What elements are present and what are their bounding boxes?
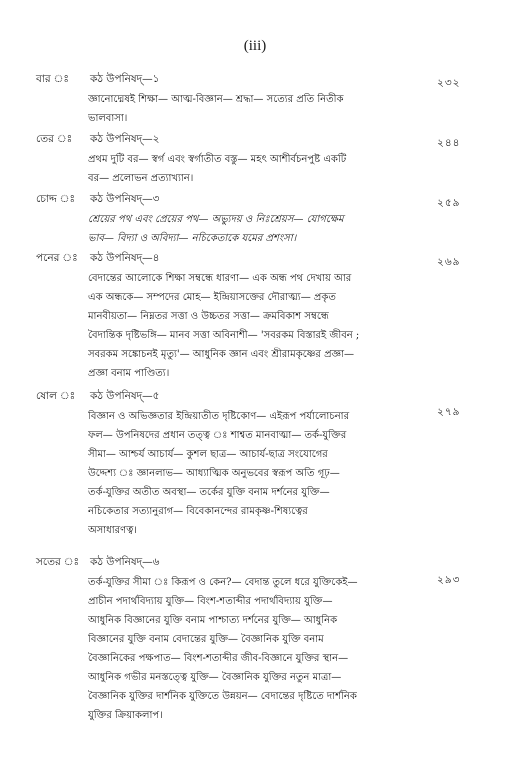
summary-line: জ্ঞানোদ্মেষই শিক্ষা— আত্ম-বিজ্ঞান— শ্রদ্ধা— সত্যের প্রতি নিতীক [88, 94, 344, 105]
summary-line: তর্ক-যুক্তির অতীত অবস্থা— তর্কের যুক্তি বনাম দর্শনের যুক্তি— [88, 487, 330, 498]
chapter-heading: কঠ উপনিষদ্—৪ [90, 252, 160, 264]
chapter-page-number: ২৫৯ [437, 198, 461, 209]
summary-line: বিজ্ঞান ও অভিজ্ঞতার ইন্দ্রিয়াতীত দৃষ্টিকোণ— এইরূপ পর্যালোচনার [88, 411, 350, 422]
summary-line: বৈজ্ঞানিক যুক্তির দার্শনিক যুক্তিতে উন্নয়ন— বেদান্তের দৃষ্টিতে দার্শনিক [88, 691, 357, 702]
chapter-summary [88, 150, 428, 188]
summary-line: সবরকম সঙ্কোচনই মৃত্যু'— আধুনিক জ্ঞান এবং শ্রীরামকৃষ্ণের প্রজ্ঞা— [88, 349, 355, 360]
chapter-label: তের ঃ [36, 133, 73, 145]
summary-line: আধুনিক বিজ্ঞানের যুক্তি বনাম পাশ্চাত্য দর্শনের যুক্তি— আধুনিক [88, 615, 338, 626]
summary-line: বর— প্রলোভন প্রত্যাখ্যান। [88, 173, 194, 184]
page-roman-number: (iii) [243, 38, 267, 54]
summary-line: নচিকেতার সত্যানুরাগ— বিবেকানন্দের রামকৃষ্ণ-শিষ্যত্বের [88, 506, 308, 517]
summary-line: আধুনিক গভীর মনস্তত্ত্বে যুক্তি— বৈজ্ঞানিক যুক্তির নতুন মাত্রা— [88, 672, 342, 683]
chapter-summary [88, 573, 428, 725]
chapter-summary [88, 269, 428, 383]
chapter-heading: কঠ উপনিষদ্—২ [90, 133, 160, 145]
chapter-label: বার ঃ [36, 73, 70, 85]
chapter-label: ষোল ঃ [36, 390, 76, 402]
chapter-summary [88, 210, 428, 248]
summary-line: তর্ক-যুক্তির সীমা ঃ কিরূপ ও কেন?— বেদান্ত তুলে ধরে যুক্তিকেই— [88, 577, 358, 588]
summary-line: মানবীয়তা— নিম্নতর সত্তা ও উচ্চতর সত্তা— ক্রমবিকাশ সম্বন্ধে [88, 311, 329, 322]
chapter-page-number: ২৬৯ [437, 257, 461, 268]
chapter-label: সতের ঃ [36, 556, 80, 568]
chapter-heading: কঠ উপনিষদ্—৩ [90, 193, 160, 205]
summary-line: বিজ্ঞানের যুক্তি বনাম বেদান্তের যুক্তি— বৈজ্ঞানিক যুক্তি বনাম [88, 634, 324, 645]
summary-line: বৈজ্ঞানিকের পক্ষপাত— বিংশ-শতাব্দীর জীব-বিজ্ঞানে যুক্তির স্থান— [88, 653, 349, 664]
summary-line: ভাব— বিদ্যা ও অবিদ্যা— নচিকেতাকে যমের প্রশংসা। [88, 233, 297, 244]
chapter-label: পনের ঃ [36, 252, 78, 264]
chapter-page-number: ২৩২ [437, 78, 461, 89]
summary-line: সীমা— আশ্চর্য আচার্য— কুশল ছাত্র— আচার্য-ছাত্র সংযোগের [88, 449, 328, 460]
summary-line: বেদান্তের আলোকে শিক্ষা সম্বন্ধে ধারণা— এক অন্ধ পথ দেখায় আর [88, 273, 352, 284]
chapter-heading: কঠ উপনিষদ্—১ [90, 73, 160, 85]
summary-line: প্রাচীন পদার্থবিদ্যায় যুক্তি— বিংশ-শতাব্দীর পদার্থবিদ্যায় যুক্তি— [88, 596, 333, 607]
summary-line: ভালবাসা। [88, 113, 128, 124]
chapter-page-number: ২৪৪ [437, 138, 461, 149]
summary-line: শ্রেয়ের পথ এবং প্রেয়ের পথ— অভ্যুদয় ও নিঃশ্রেয়স— যোগক্ষেম [88, 214, 344, 225]
summary-line: প্রথম দুটি বর— স্বর্গ এবং স্বর্গাতীত বস্তু— মহৎ আশীর্বচনপুষ্ট একটি [88, 154, 347, 165]
chapter-page-number: ২৭৯ [437, 407, 461, 418]
chapter-heading: কঠ উপনিষদ্—৫ [90, 390, 160, 402]
chapter-page-number: ২৯৩ [437, 575, 461, 586]
summary-line: উদ্দেশ্য ঃ জ্ঞানলাভ— আধ্যাত্মিক অনুভবের স্বরূপ অতি গূঢ়— [88, 468, 340, 479]
chapter-label: চোদ্দ ঃ [36, 193, 76, 205]
summary-line: অসাধারণত্ব। [88, 525, 137, 536]
summary-line: প্রজ্ঞা বনাম পাণ্ডিত্য। [88, 368, 170, 379]
summary-line: এক অন্ধকে— সম্পদের মোহ— ইন্দ্রিয়াসক্তের দৌরাত্ম্য— প্রকৃত [88, 292, 336, 303]
chapter-summary [88, 90, 428, 128]
summary-line: ফল— উপনিষদের প্রধান তত্ত্ব ঃ শাশ্বত মানবাত্মা— তর্ক-যুক্তির [88, 430, 347, 441]
chapter-heading: কঠ উপনিষদ্—৬ [90, 556, 160, 568]
summary-line: বৈদান্তিক দৃষ্টিভঙ্গি— মানব সত্তা অবিনাশী— 'সবরকম বিস্তারই জীবন ; [88, 330, 360, 341]
summary-line: যুক্তির ক্রিয়াকলাপ। [88, 710, 163, 721]
chapter-summary [88, 407, 428, 540]
